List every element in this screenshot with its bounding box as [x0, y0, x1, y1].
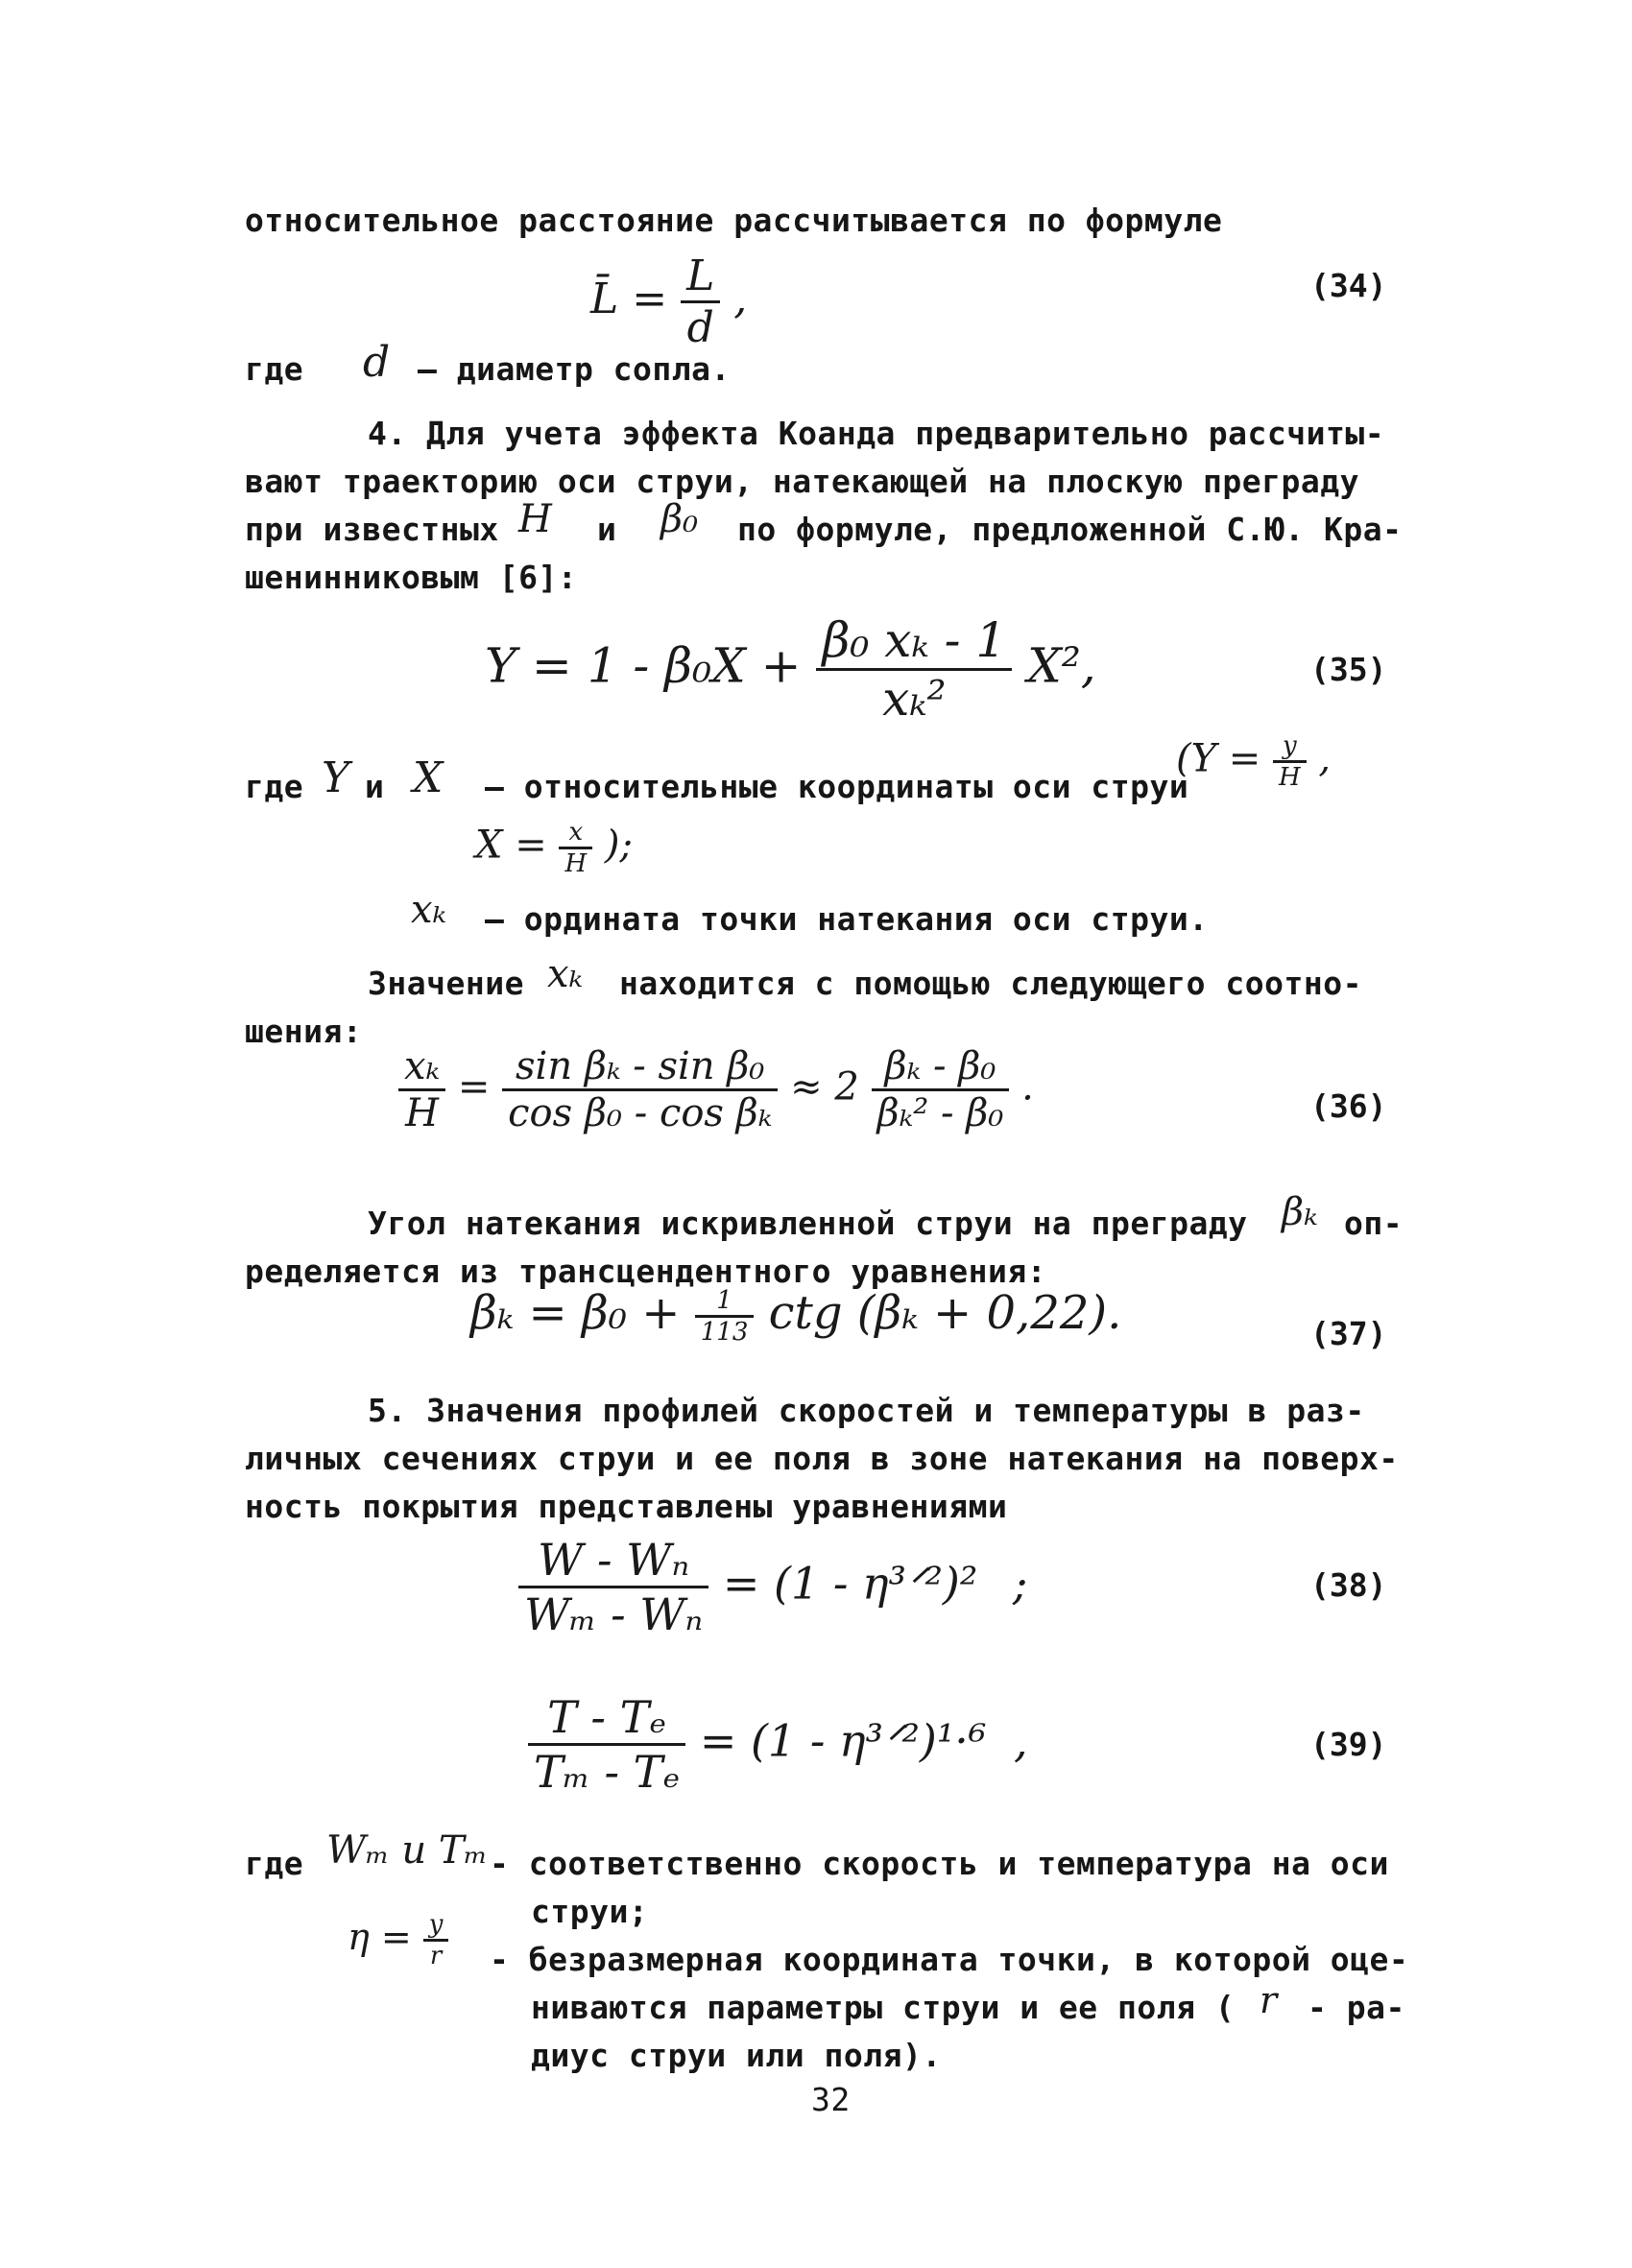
eq36-d3: βₖ² - β₀ — [876, 1091, 1004, 1135]
eq39-tail: , — [1013, 1714, 1028, 1767]
eq36-frac3 — [872, 1044, 1010, 1135]
eq34-number: (34) — [1310, 267, 1387, 304]
eq36-n3: βₖ - β₀ — [872, 1044, 1010, 1091]
eq36-d2: cos β₀ - cos βₖ — [508, 1091, 773, 1135]
znach-b: находится с помощью следующего соотно- — [619, 965, 1362, 1002]
eq37-fraction — [695, 1286, 755, 1347]
eq37-den: 113 — [700, 1318, 749, 1347]
eq36-frac1 — [398, 1044, 445, 1135]
equation-34 — [590, 251, 747, 352]
eq36-d1: H — [405, 1091, 440, 1135]
eq35-number: (35) — [1310, 651, 1387, 688]
eq34-tail: , — [733, 275, 748, 323]
p5-line1: 5. Значения профилей скоростей и температуры в раз- — [368, 1392, 1365, 1429]
eq35-lhs: Y = 1 - β₀X + — [485, 637, 802, 694]
eq36-n2: sin βₖ - sin β₀ — [502, 1044, 778, 1091]
eq37-num: 1 — [695, 1286, 755, 1318]
eq39-den: Tₘ - Tₑ — [534, 1746, 681, 1798]
p4-symbol-H: H — [518, 497, 552, 541]
where-wt-text2: струи; — [531, 1893, 649, 1930]
p4-line2: вают траекторию оси струи, натекающей на плоскую преграду — [245, 463, 1359, 500]
eta-num: y — [423, 1910, 449, 1942]
where-yx-and: и — [365, 768, 385, 805]
where-yx-frac2 — [475, 818, 633, 878]
where-d-text: – диаметр сопла. — [418, 350, 731, 388]
where-wt-text4b: - ра- — [1308, 1989, 1405, 2026]
where-d-symbol: d — [363, 338, 391, 387]
where-wt-text1: - соответственно скорость и температура на оси — [490, 1845, 1389, 1882]
eq39-num: T - Tₑ — [528, 1691, 685, 1746]
where-yx-text: – относительные координаты оси струи — [485, 768, 1189, 805]
znach-a: Значение — [368, 965, 524, 1002]
where-wt-text3: - безразмерная координата точки, в которой оце- — [490, 1941, 1409, 1978]
znach-sym: xₖ — [547, 952, 584, 996]
where-wt-text4sym: r — [1260, 1979, 1278, 2021]
p4-line3b: и — [597, 511, 617, 548]
p4-line3a: при известных — [245, 511, 499, 548]
eq37-number: (37) — [1310, 1315, 1387, 1352]
equation-35 — [485, 612, 1096, 727]
eq36-n1: xₖ — [398, 1044, 445, 1091]
eq38-den: Wₘ - Wₙ — [524, 1588, 704, 1640]
eq36-approx: ≈ 2 — [790, 1064, 859, 1110]
xk-symbol: xₖ — [411, 888, 447, 932]
where-wt-text5: диус струи или поля). — [531, 2037, 942, 2074]
eq39-rhs: = (1 - η³ᐟ²)¹·⁶ — [699, 1714, 987, 1767]
where-wt-symbols: Wₘ и Tₘ — [326, 1828, 489, 1873]
frac1-lhs: (Y = — [1176, 736, 1261, 781]
p4-line1: 4. Для учета эффекта Коанда предварительно рассчиты- — [368, 415, 1385, 452]
where-yx-sym-X: X — [413, 753, 444, 802]
p4-line3c: по формуле, предложенной С.Ю. Кра- — [737, 511, 1403, 548]
where-d-prefix: где — [245, 350, 304, 388]
ugol-c: ределяется из трансцендентного уравнения: — [245, 1253, 1047, 1290]
eq38-num: W - Wₙ — [518, 1534, 708, 1588]
frac1 — [1273, 731, 1307, 792]
eq37-rhs: ctg (βₖ + 0,22). — [768, 1286, 1122, 1340]
eq35-tail: X², — [1027, 637, 1096, 694]
eq34-den: d — [686, 303, 714, 352]
eq39-fraction — [528, 1691, 685, 1798]
ugol-a: Угол натекания искривленной струи на преграду — [368, 1205, 1248, 1242]
eq34-num: L — [681, 251, 720, 303]
eq38-number: (38) — [1310, 1566, 1387, 1604]
p4-line4: шенинниковым [6]: — [245, 559, 578, 596]
eq35-den: xₖ² — [882, 671, 947, 727]
ugol-b: оп- — [1344, 1205, 1404, 1242]
eq34-fraction — [681, 251, 720, 352]
ugol-sym: βₖ — [1282, 1190, 1318, 1234]
eq35-fraction — [816, 612, 1012, 727]
eq38-fraction — [518, 1534, 708, 1640]
frac1-den: H — [1278, 763, 1301, 792]
eta-fraction — [423, 1910, 449, 1970]
frac2-lhs: X = — [475, 823, 547, 868]
where-yx-prefix: где — [245, 768, 304, 805]
p5-line3: ность покрытия представлены уравнениями — [245, 1488, 1008, 1525]
eta-definition — [348, 1910, 448, 1970]
eq39-number: (39) — [1310, 1726, 1387, 1763]
eq35-num: β₀ xₖ - 1 — [816, 612, 1012, 671]
equation-39 — [528, 1691, 1028, 1798]
eq37-lhs: βₖ = β₀ + — [470, 1286, 681, 1340]
frac2-den: H — [564, 849, 588, 878]
frac2-tail: ); — [604, 823, 633, 868]
where-yx-frac1 — [1176, 731, 1331, 792]
equation-38 — [518, 1534, 1027, 1640]
frac1-num: y — [1273, 731, 1307, 763]
eq36-tail: . — [1021, 1064, 1034, 1110]
equation-36 — [398, 1044, 1034, 1135]
equation-37 — [470, 1286, 1121, 1347]
eq36-frac2 — [502, 1044, 778, 1135]
p4-symbol-beta0: β₀ — [660, 497, 699, 541]
eq36-eq: = — [457, 1064, 491, 1110]
eq34-lhs: L̄ = — [590, 275, 668, 323]
frac2-num: x — [559, 818, 592, 849]
eq36-number: (36) — [1310, 1087, 1387, 1125]
where-wt-text4a: ниваются параметры струи и ее поля ( — [531, 1989, 1236, 2026]
frac2 — [559, 818, 592, 878]
page-number: 32 — [811, 2081, 851, 2118]
eta-lhs: η = — [348, 1916, 412, 1958]
where-wt-prefix: где — [245, 1845, 304, 1882]
eq38-tail: ; — [1012, 1557, 1028, 1610]
frac1-tail: , — [1318, 736, 1332, 781]
eq38-rhs: = (1 - η³ᐟ²)² — [722, 1557, 978, 1610]
znach-c: шения: — [245, 1013, 363, 1050]
intro-line: относительное расстояние рассчитывается по формуле — [245, 202, 1223, 239]
where-yx-sym-Y: Y — [322, 753, 350, 802]
p5-line2: личных сечениях струи и ее поля в зоне натекания на поверх- — [245, 1440, 1399, 1477]
xk-text: – ордината точки натекания оси струи. — [485, 900, 1209, 938]
eta-den: r — [429, 1942, 443, 1970]
